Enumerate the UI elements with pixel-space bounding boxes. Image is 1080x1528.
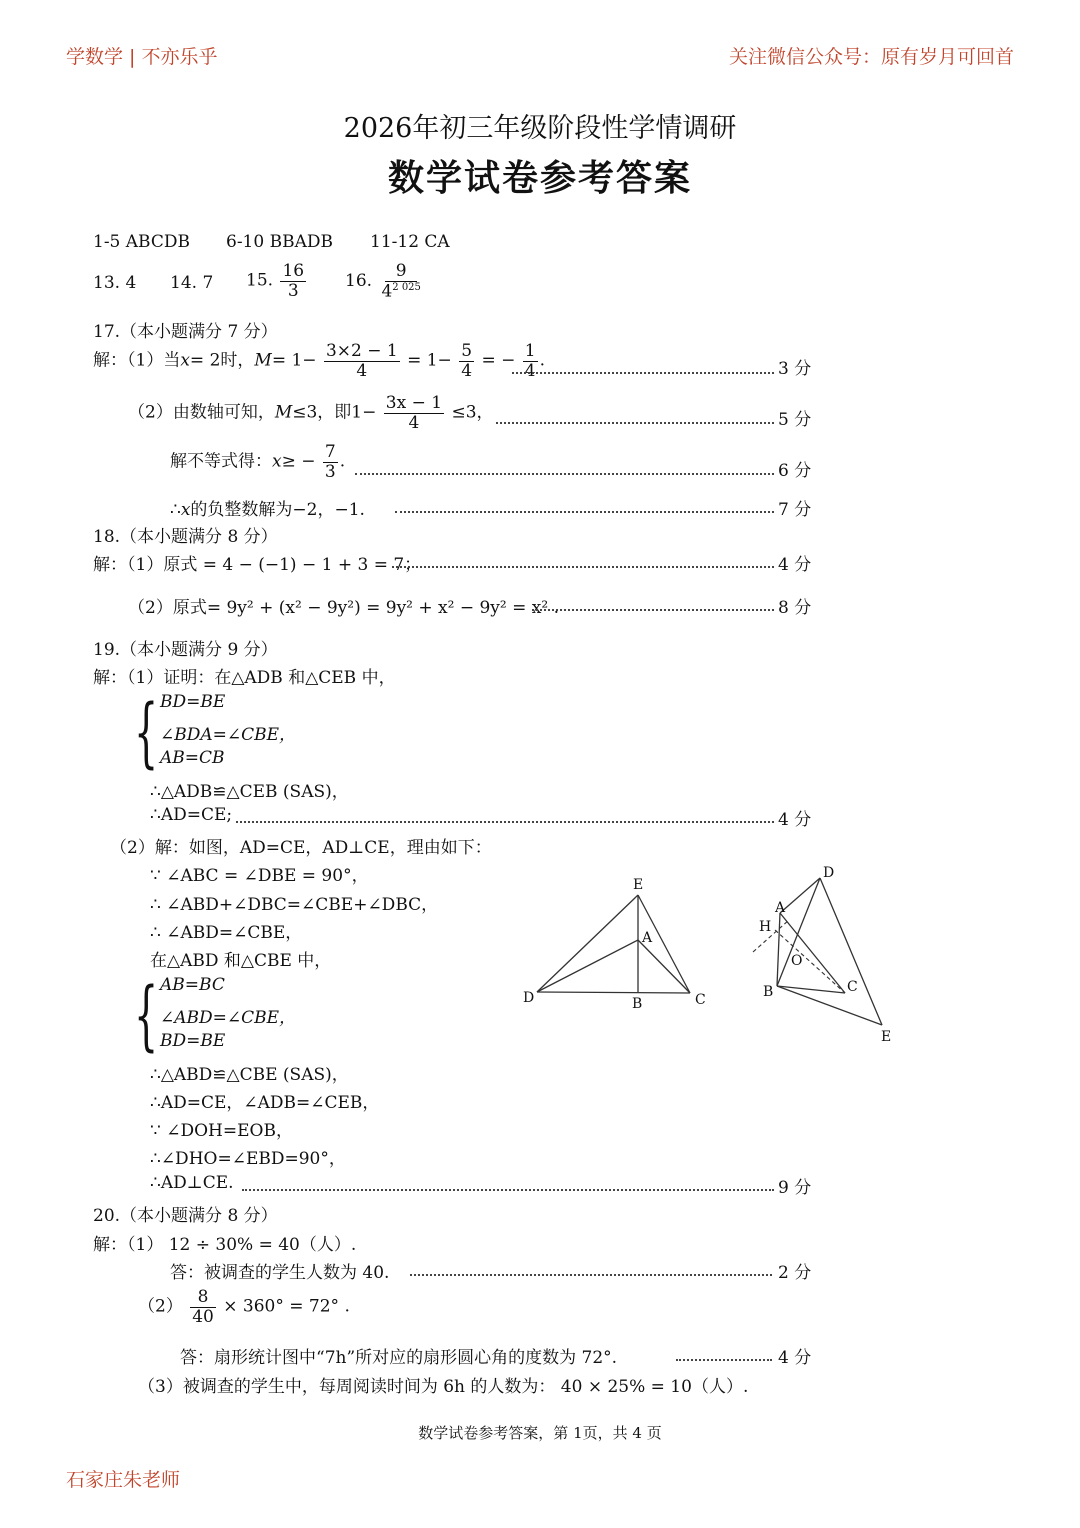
q17-p3c: ≥ − <box>281 451 316 472</box>
fraction-16-base: 4 <box>381 281 393 302</box>
q17-p4c: 的负整数解为−2，−1. <box>190 500 365 520</box>
q19-cond3: AB=CB <box>160 748 225 768</box>
q17-p1g: = 1− <box>407 350 452 371</box>
q17-p4a: ∴ <box>170 500 181 520</box>
answer-13: 13. 4 <box>93 273 137 293</box>
q19-cond6: BD=BE <box>160 1031 226 1051</box>
q19-heading: 19.（本小题满分 9 分） <box>93 640 278 660</box>
mc-answers-1: 1-5 ABCDB <box>93 232 190 252</box>
q18-part2: （2）原式= 9y² + (x² − 9y²) = 9y² + x² − 9y² = x² . <box>128 598 559 618</box>
fraction-16-exp: 2 025 <box>392 281 421 293</box>
q17-frac3-num: 1 <box>524 341 536 361</box>
q17-p3b: x <box>272 451 282 472</box>
q19-step1: ∵ ∠ABC = ∠DBE = 90°， <box>150 866 369 886</box>
q17-frac2-num: 5 <box>461 341 473 361</box>
q17-part3 <box>170 443 345 481</box>
q17-frac5 <box>323 443 338 481</box>
q20-answer2: 答：扇形统计图中“7h”所对应的扇形圆心角的度数为 72°. <box>180 1348 618 1368</box>
mc-answers-2: 6-10 BBADB <box>226 232 333 252</box>
q20-heading: 20.（本小题满分 8 分） <box>93 1206 278 1226</box>
q17-part4 <box>170 495 365 520</box>
q19-cond5: ∠ABD=∠CBE， <box>160 1008 297 1028</box>
fig2-label-O: O <box>791 953 803 969</box>
fig2-label-E: E <box>881 1029 892 1045</box>
q17-frac3 <box>523 342 538 380</box>
fraction-15 <box>280 262 306 300</box>
q17-p1h: = − <box>481 350 516 371</box>
q17-p3a: 解不等式得： <box>170 451 272 472</box>
fig2-label-B: B <box>763 984 774 1000</box>
figure-2 <box>745 860 905 1050</box>
score-q20-2: 4 分 <box>778 1348 812 1368</box>
q20-frac-num: 8 <box>190 1288 216 1308</box>
watermark-left: 学数学 | 不亦乐乎 <box>66 46 218 68</box>
dot-leader <box>676 1359 772 1361</box>
score-q17-2: 5 分 <box>778 410 812 430</box>
q19-step6: ∴AD=CE，∠ADB=∠CEB， <box>150 1093 380 1113</box>
page-footer: 数学试卷参考答案，第 1页，共 4 页 <box>418 1424 662 1442</box>
q20-p3a: （2） <box>138 1296 183 1317</box>
score-q17-3: 6 分 <box>778 461 812 481</box>
score-q18-2: 8 分 <box>778 598 812 618</box>
q17-frac1-num: 3×2 − 1 <box>325 341 398 361</box>
q17-p1a: 解：（1）当 <box>93 350 181 371</box>
q19-step2: ∴ ∠ABD+∠DBC=∠CBE+∠DBC， <box>150 895 439 915</box>
q19-part1-intro: 解：（1）证明：在△ADB 和△CEB 中， <box>93 668 396 688</box>
brace-2: { <box>134 970 159 1059</box>
answer-15-label: 15. <box>246 270 274 291</box>
q20-part3: （3）被调查的学生中，每周阅读时间为 6h 的人数为： 40 × 25% = 10（人）. <box>138 1377 749 1397</box>
q17-p1c: = 2时， <box>189 350 255 371</box>
dot-leader <box>512 372 774 374</box>
answer-16-label: 16. <box>345 271 373 292</box>
page-title: 2026年初三年级阶段性学情调研 <box>343 113 737 144</box>
q19-part2-intro: （2）解：如图，AD=CE，AD⊥CE，理由如下： <box>110 838 492 858</box>
fig1-label-B: B <box>632 996 643 1012</box>
fraction-15-den: 3 <box>287 280 299 301</box>
score-q20-1: 2 分 <box>778 1263 812 1283</box>
score-q17-4: 7 分 <box>778 500 812 520</box>
q17-part1 <box>93 342 545 380</box>
q17-frac1-den: 4 <box>356 360 368 381</box>
segment-DA <box>780 878 820 913</box>
q17-p3d: . <box>339 451 346 472</box>
score-q17-1: 3 分 <box>778 359 812 379</box>
q19-step3: ∴ ∠ABD=∠CBE， <box>150 923 303 943</box>
dot-leader <box>355 473 774 475</box>
q17-p1d: M <box>254 350 272 371</box>
segment-AB <box>777 913 780 986</box>
q19-cond4: AB=BC <box>160 975 225 995</box>
segment-DE <box>820 878 882 1025</box>
q20-frac-den: 40 <box>192 1306 214 1327</box>
fraction-15-num: 16 <box>282 261 305 281</box>
q17-frac3-den: 4 <box>524 360 536 381</box>
fig2-label-A: A <box>775 900 786 916</box>
q17-frac5-num: 7 <box>324 442 336 462</box>
q20-answer1: 答：被调查的学生人数为 40. <box>170 1263 390 1283</box>
q17-p2b: M <box>274 402 293 423</box>
q17-p2d: ≤3， <box>451 402 494 423</box>
dot-leader <box>392 566 774 568</box>
dot-leader <box>532 609 774 611</box>
fig2-label-H: H <box>759 919 772 935</box>
q18-part1: 解：（1）原式 = 4 − (−1) − 1 + 3 = 7； <box>93 555 422 575</box>
score-q19-1: 4 分 <box>778 810 812 830</box>
q20-part2 <box>138 1288 350 1326</box>
watermark-right: 关注微信公众号：原有岁月可回首 <box>728 46 1014 68</box>
page-subtitle: 数学试卷参考答案 <box>387 158 692 199</box>
q20-part1: 解：（1） 12 ÷ 30% = 40（人）. <box>93 1235 357 1255</box>
q19-congruent-1: ∴△ADB≌△CEB (SAS)， <box>150 782 349 802</box>
q19-step5: ∴△ABD≌△CBE (SAS)， <box>150 1065 349 1085</box>
dot-leader <box>236 821 774 823</box>
q17-p1i: . <box>539 350 545 371</box>
q17-frac2 <box>459 342 474 380</box>
fig1-label-C: C <box>695 992 706 1008</box>
q19-conclusion-1: ∴AD=CE; <box>150 805 233 825</box>
q17-frac4-num: 3x − 1 <box>385 393 443 413</box>
answer-14: 14. 7 <box>170 273 214 293</box>
watermark-bottom: 石家庄朱老师 <box>66 1469 181 1491</box>
segment-DA <box>537 940 638 992</box>
q20-p3b: × 360° = 72° . <box>223 1296 350 1317</box>
dot-leader <box>395 511 774 513</box>
score-q18-1: 4 分 <box>778 555 812 575</box>
q20-frac <box>190 1288 216 1326</box>
segment-ED <box>537 895 638 992</box>
q17-p1b: x <box>180 350 190 371</box>
fraction-16 <box>379 262 422 301</box>
segment-HC <box>775 930 845 993</box>
q17-p1e: = 1− <box>271 350 317 371</box>
q17-p2c: ≤3，即1− <box>292 402 377 423</box>
answer-16 <box>345 262 425 301</box>
dot-leader <box>410 1274 772 1276</box>
q17-part2 <box>128 394 494 432</box>
fig1-label-D: D <box>523 990 535 1006</box>
q19-cond2: ∠BDA=∠CBE， <box>160 725 297 745</box>
fraction-16-den <box>379 282 422 301</box>
q19-cond1: BD=BE <box>160 692 226 712</box>
dot-leader <box>242 1189 774 1191</box>
answer-15 <box>246 262 308 300</box>
segment-DC <box>537 992 690 993</box>
q17-frac1 <box>324 342 400 380</box>
q17-p2a: （2）由数轴可知， <box>128 402 275 423</box>
q19-step4: 在△ABD 和△CBE 中， <box>150 951 332 971</box>
brace-1: { <box>134 687 159 776</box>
mc-answers-3: 11-12 CA <box>370 232 450 252</box>
q19-step7: ∵ ∠DOH=EOB， <box>150 1121 293 1141</box>
q17-frac2-den: 4 <box>461 360 473 381</box>
dot-leader <box>496 422 774 424</box>
fig2-label-C: C <box>847 979 858 995</box>
q17-p4b: x <box>180 500 191 520</box>
fig1-label-E: E <box>633 877 644 893</box>
q19-step9: ∴AD⊥CE. <box>150 1173 234 1193</box>
fig1-label-A: A <box>642 930 653 946</box>
segment-AC <box>638 940 690 993</box>
figure-1 <box>515 870 715 1015</box>
segment-DB <box>777 878 820 986</box>
q17-frac4-den: 4 <box>408 412 420 433</box>
score-q19-2: 9 分 <box>778 1178 812 1198</box>
fraction-16-num: 9 <box>385 262 416 282</box>
q17-frac5-den: 3 <box>324 461 336 482</box>
q18-heading: 18.（本小题满分 8 分） <box>93 527 278 547</box>
q19-step8: ∴∠DHO=∠EBD=90°， <box>150 1149 346 1169</box>
q17-heading: 17.（本小题满分 7 分） <box>93 322 278 342</box>
q17-frac4 <box>384 394 444 432</box>
fig2-label-D: D <box>823 865 835 881</box>
